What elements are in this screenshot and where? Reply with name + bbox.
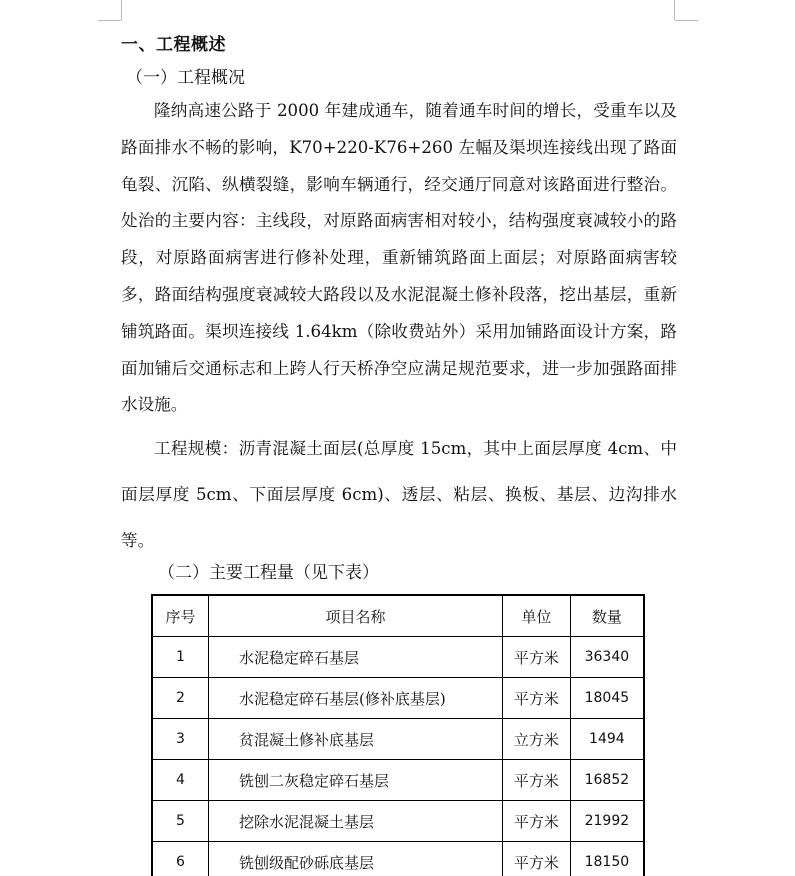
row-unit: 平方米: [502, 678, 570, 719]
row-quantity: 1494: [570, 719, 644, 760]
table-row: [152, 842, 644, 876]
header-cell-number: 序号: [152, 595, 209, 637]
row-number: 5: [152, 801, 209, 842]
table-row: [152, 760, 644, 801]
crop-mark-right-vertical: [674, 0, 675, 20]
row-number: 4: [152, 760, 209, 801]
table-row: [152, 719, 644, 760]
row-unit: 平方米: [502, 801, 570, 842]
row-quantity: 18150: [570, 842, 644, 876]
header-cell-item-name: 项目名称: [209, 595, 503, 637]
row-quantity: 16852: [570, 760, 644, 801]
row-number: 2: [152, 678, 209, 719]
scale-paragraph: 工程规模：沥青混凝土面层(总厚度 15cm，其中上面层厚度 4cm、中面层厚度 5cm、下面层厚度 6cm)、透层、粘层、换板、基层、边沟排水等。: [121, 439, 677, 550]
row-unit: 立方米: [502, 719, 570, 760]
section-heading: 一、工程概述: [121, 35, 226, 55]
row-quantity: 21992: [570, 801, 644, 842]
row-item-name: 水泥稳定碎石基层: [209, 637, 503, 678]
table-row: [152, 801, 644, 842]
header-cell-unit: 单位: [502, 595, 570, 637]
row-item-name: 挖除水泥混凝土基层: [209, 801, 503, 842]
crop-mark-left-horizontal: [98, 20, 121, 21]
row-item-name: 铣刨级配砂砾底基层: [209, 842, 503, 876]
table-row: [152, 637, 644, 678]
row-number: 6: [152, 842, 209, 876]
row-quantity: 36340: [570, 637, 644, 678]
header-cell-quantity: 数量: [570, 595, 644, 637]
crop-mark-left-vertical: [121, 0, 122, 20]
row-unit: 平方米: [502, 842, 570, 876]
row-quantity: 18045: [570, 678, 644, 719]
row-unit: 平方米: [502, 760, 570, 801]
row-number: 1: [152, 637, 209, 678]
table-row: [152, 678, 644, 719]
row-item-name: 铣刨二灰稳定碎石基层: [209, 760, 503, 801]
row-item-name: 水泥稳定碎石基层(修补底基层): [209, 678, 503, 719]
row-number: 3: [152, 719, 209, 760]
subsection-heading-overview: （一）工程概况: [126, 68, 245, 88]
crop-mark-right-horizontal: [675, 20, 698, 21]
row-item-name: 贫混凝土修补底基层: [209, 719, 503, 760]
row-unit: 平方米: [502, 637, 570, 678]
overview-paragraph: 隆纳高速公路于 2000 年建成通车，随着通车时间的增长，受重车以及路面排水不畅的影响，K70+220-K76+260 左幅及渠坝连接线出现了路面龟裂、沉陷、纵横裂缝，影响车辆通行，经交通厅同意对该路面进行整治。处治的主要内容：主线段，对原路面病害相对较小，结构强度衰减较小的路段，对原路面病害进行修补处理，重新铺筑路面上面层；对原路面病害较多，路面结构强度衰减较大路段以及水泥混凝土修补段落，挖出基层，重新铺筑路面。渠坝连接线 1.64km（除收费站外）采用加铺路面设计方案，路面加铺后交通标志和上跨人行天桥净空应满足规范要求，进一步加强路面排水设施。: [121, 101, 677, 415]
table-header-row: [152, 595, 644, 637]
quantities-table: [151, 594, 645, 876]
subsection-heading-quantities: （二）主要工程量（见下表）: [158, 563, 379, 583]
